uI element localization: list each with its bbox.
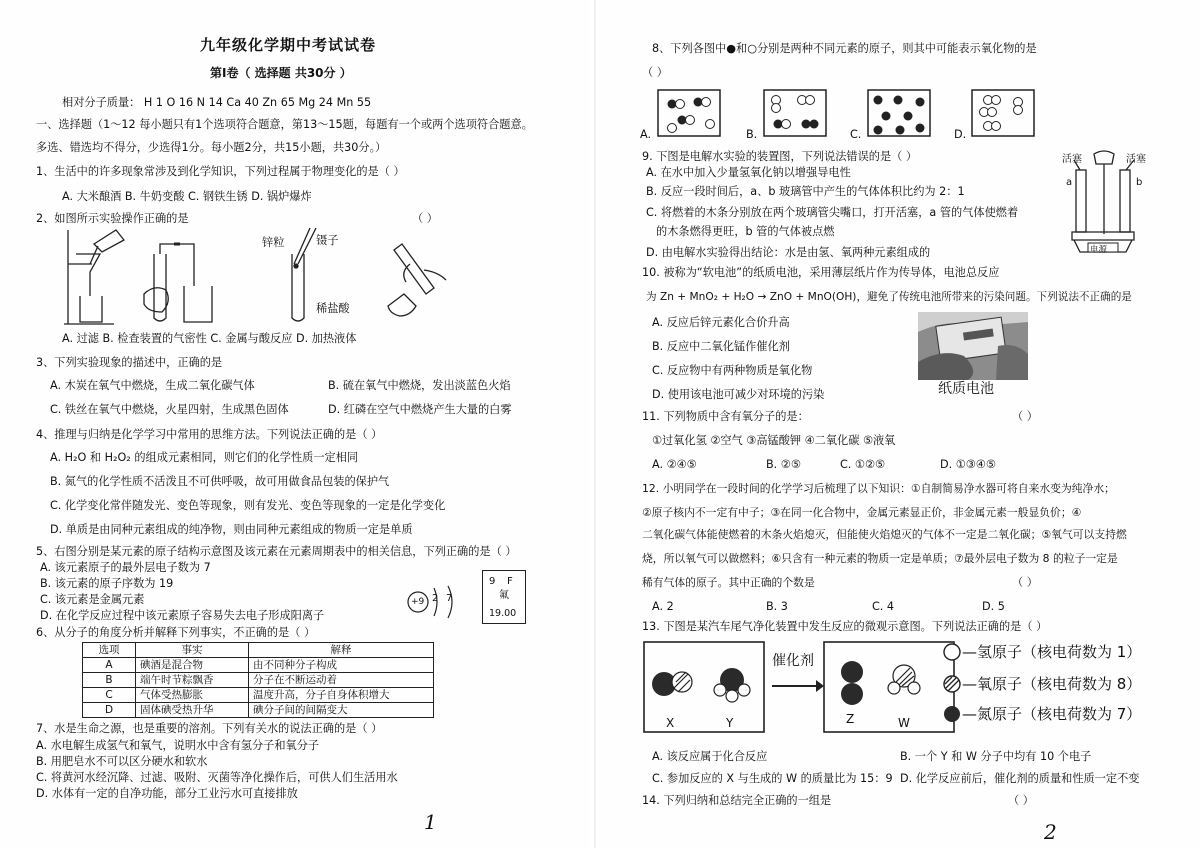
question-13-option-b: B. 一个 Y 和 W 分子中均有 10 个电子 xyxy=(900,750,1092,763)
heating-liquid-setup xyxy=(388,244,446,316)
question-10-equation: 为 Zn + MnO₂ + H₂O → ZnO + MnO(OH)，避免了传统电池所带来的污染问题。下列说法不正确的是 xyxy=(646,291,1132,303)
q8-label-c: C. xyxy=(850,128,862,141)
question-9-option-d: D. 由电解水实验得出结论：水是由氢、氧两种元素组成的 xyxy=(646,246,931,259)
question-10: 10. 被称为“软电池”的纸质电池，采用薄层纸片作为传导体，电池总反应 xyxy=(642,266,1000,279)
table-cell: B xyxy=(83,673,136,688)
metal-acid-setup xyxy=(292,228,316,321)
question-12-option-c: C. 4 xyxy=(872,600,895,613)
table-cell: 碘酒是混合物 xyxy=(136,658,249,673)
question-2-options: A. 过滤 B. 检查装置的气密性 C. 金属与酸反应 D. 加热液体 xyxy=(62,332,357,345)
cell-atomic-number: 9 xyxy=(489,576,496,587)
question-12-line-5: 稀有气体的原子。其中正确的个数是 xyxy=(642,576,815,589)
table-row xyxy=(83,658,434,673)
question-14: 14. 下列归纳和总结完全正确的一组是 xyxy=(642,794,832,807)
q6-table xyxy=(82,642,434,718)
question-13-option-d: D. 化学反应前后，催化剂的质量和性质一定不变 xyxy=(900,772,1140,785)
question-11-option-d: D. ①③④⑤ xyxy=(940,458,996,471)
atomic-masses: 相对分子质量： H 1 O 16 N 14 Ca 40 Zn 65 Mg 24 Mn 55 xyxy=(62,96,372,109)
question-10-option-b: B. 反应中二氧化锰作催化剂 xyxy=(652,340,790,353)
question-12-option-b: B. 3 xyxy=(766,600,788,613)
q2-apparatus-figure xyxy=(54,224,464,330)
section-title: 第Ⅰ卷（ 选择题 共30分 ） xyxy=(210,66,352,80)
table-cell: 由不同种分子构成 xyxy=(249,658,434,673)
question-3-option-b: B. 硫在氧气中燃烧，发出淡蓝色火焰 xyxy=(328,379,511,392)
question-12-option-d: D. 5 xyxy=(982,600,1005,613)
q2-label-acid: 稀盐酸 xyxy=(316,302,350,315)
question-1: 1、生活中的许多现象常涉及到化学知识，下列过程属于物理变化的是（ ） xyxy=(36,165,405,178)
molecule-label-w: W xyxy=(898,716,910,730)
question-7-option-a: A. 水电解生成氢气和氧气，说明水中含有氢分子和氧分子 xyxy=(36,739,320,752)
page-divider xyxy=(594,0,596,848)
question-10-option-a: A. 反应后锌元素化合价升高 xyxy=(652,316,790,329)
q8-box-a xyxy=(658,90,720,136)
q8-label-b: B. xyxy=(746,128,758,141)
electrolysis-tube-b: b xyxy=(1136,177,1143,188)
molecule-label-x: X xyxy=(666,716,675,730)
question-7-option-d: D. 水体有一定的自净功能，部分工业污水可直接排放 xyxy=(36,787,298,800)
question-5-option-b: B. 该元素的原子序数为 19 xyxy=(40,577,174,590)
table-cell: 分子在不断运动着 xyxy=(249,673,434,688)
molecule-label-y: Y xyxy=(726,716,734,730)
cell-symbol: F xyxy=(507,576,513,587)
question-6: 6、从分子的角度分析并解释下列事实，不正确的是（ ） xyxy=(36,626,316,639)
q6-header-explanation: 解释 xyxy=(249,643,434,658)
question-12-line-2: ②原子核内不一定有中子；③在同一化合物中，金属元素显正价，非金属元素一般显负价；④ xyxy=(642,506,1082,519)
exam-title: 九年级化学期中考试试卷 xyxy=(200,36,377,54)
question-10-option-c: C. 反应物中有两种物质是氧化物 xyxy=(652,364,813,377)
table-cell: D xyxy=(83,703,136,718)
question-3-option-a: A. 木炭在氧气中燃烧，生成二氧化碳气体 xyxy=(50,379,255,392)
question-5: 5、右图分别是某元素的原子结构示意图及该元素在元素周期表中的相关信息，下列正确的是（ ） xyxy=(36,545,517,558)
q6-header-option: 选项 xyxy=(83,643,136,658)
table-cell: 端午时节粽飘香 xyxy=(136,673,249,688)
question-3-option-d: D. 红磷在空气中燃烧产生大量的白雾 xyxy=(328,403,512,416)
question-1-options: A. 大米酿酒 B. 牛奶变酸 C. 钢铁生锈 D. 锅炉爆炸 xyxy=(62,190,312,203)
q6-header-fact: 事实 xyxy=(136,643,249,658)
question-9-option-c-2: 的木条燃得更旺，b 管的气体被点燃 xyxy=(656,225,835,238)
question-9: 9. 下图是电解水实验的装置图，下列说法错误的是（ ） xyxy=(642,150,918,163)
question-2-paren: （ ） xyxy=(412,212,438,225)
part1-heading: 一、选择题（1～12 每小题只有1个选项符合题意，第13～15题，每题有一个或两个选项符合题意。 xyxy=(36,118,533,131)
cell-name: 氟 xyxy=(499,590,509,601)
table-cell: 固体碘受热升华 xyxy=(136,703,249,718)
question-7: 7、水是生命之源，也是重要的溶剂。下列有关水的说法正确的是（ ） xyxy=(36,722,383,735)
table-cell: 气体受热膨胀 xyxy=(136,688,249,703)
legend-oxygen: —氧原子（核电荷数为 8） xyxy=(962,675,1142,693)
cell-mass: 19.00 xyxy=(489,608,517,619)
question-11-items: ①过氧化氢 ②空气 ③高锰酸钾 ④二氧化碳 ⑤液氧 xyxy=(652,434,896,447)
table-row xyxy=(83,688,434,703)
atom-shell-1: 2 xyxy=(432,593,439,604)
right-page xyxy=(600,0,1200,848)
question-10-option-d: D. 使用该电池可减少对环境的污染 xyxy=(652,388,825,401)
table-cell: 碘分子间的间隔变大 xyxy=(249,703,434,718)
question-4-option-a: A. H₂O 和 H₂O₂ 的组成元素相同，则它们的化学性质一定相同 xyxy=(50,451,359,464)
q2-label-tweezers: 镊子 xyxy=(316,234,339,247)
question-9-option-b: B. 反应一段时间后，a、b 玻璃管中产生的气体体积比约为 2：1 xyxy=(646,185,965,198)
question-5-option-c: C. 该元素是金属元素 xyxy=(40,593,145,606)
question-4-option-d: D. 单质是由同种元素组成的纯净物，则由同种元素组成的物质一定是单质 xyxy=(50,523,413,536)
question-8: 8、下列各图中●和○分别是两种不同元素的原子，则其中可能表示氧化物的是 xyxy=(652,42,1037,55)
question-5-option-a: A. 该元素原子的最外层电子数为 7 xyxy=(40,561,211,574)
question-14-paren: （ ） xyxy=(1008,794,1034,807)
question-12-line-1: 12. 小明同学在一段时间的化学学习后梳理了以下知识：①自制简易净水器可将自来水变为纯净水； xyxy=(642,482,1115,495)
q8-label-a: A. xyxy=(640,128,652,141)
question-13-option-c: C. 参加反应的 X 与生成的 W 的质量比为 15：9 xyxy=(652,772,893,785)
filtration-setup xyxy=(64,230,124,324)
electrolysis-right-valve: 活塞 xyxy=(1126,154,1146,165)
question-4-option-b: B. 氮气的化学性质不活泼且不可供呼吸，故可用做食品包装的保护气 xyxy=(50,475,390,488)
legend-hydrogen: —氢原子（核电荷数为 1） xyxy=(962,643,1142,661)
q8-box-b xyxy=(764,90,826,136)
question-3: 3、下列实验现象的描述中，正确的是 xyxy=(36,356,223,369)
page-number-right: 2 xyxy=(1044,820,1057,844)
question-13-option-a: A. 该反应属于化合反应 xyxy=(652,750,768,763)
question-7-option-b: B. 用肥皂水不可以区分硬水和软水 xyxy=(36,755,208,768)
electrolysis-tube-a: a xyxy=(1066,177,1073,188)
q2-label-zinc: 锌粒 xyxy=(262,236,285,249)
q8-box-c xyxy=(868,90,930,136)
table-row xyxy=(83,673,434,688)
question-3-option-c: C. 铁丝在氧气中燃烧，火星四射，生成黑色固体 xyxy=(50,403,289,416)
question-11-option-c: C. ①②⑤ xyxy=(840,458,886,471)
question-12-paren: （ ） xyxy=(1012,576,1038,589)
airtightness-setup xyxy=(144,244,212,322)
question-7-option-c: C. 将黄河水经沉降、过滤、吸附、灭菌等净化操作后，可供人们生活用水 xyxy=(36,771,398,784)
molecule-label-z: Z xyxy=(846,712,855,726)
page-number-left: 1 xyxy=(424,810,437,834)
table-row xyxy=(83,703,434,718)
catalyst-label: 催化剂 xyxy=(772,653,814,669)
paper-battery-image xyxy=(918,312,1028,380)
question-11-option-b: B. ②⑤ xyxy=(766,458,801,471)
legend-nitrogen: —氮原子（核电荷数为 7） xyxy=(962,705,1142,723)
question-8-paren: （ ） xyxy=(642,66,668,79)
question-9-option-c: C. 将燃着的木条分别放在两个玻璃管尖嘴口，打开活塞，a 管的气体使燃着 xyxy=(646,206,1019,219)
table-cell: C xyxy=(83,688,136,703)
question-11-option-a: A. ②④⑤ xyxy=(652,458,697,471)
table-cell: 温度升高，分子自身体积增大 xyxy=(249,688,434,703)
atom-legend-symbols xyxy=(940,642,964,726)
part1-heading-2: 多选、错选均不得分，少选得1分。每小题2分，共15小题，共30分。） xyxy=(36,141,387,154)
question-9-option-a: A. 在水中加入少量氢氧化钠以增强导电性 xyxy=(646,166,851,179)
question-2: 2、如图所示实验操作正确的是 xyxy=(36,212,189,225)
question-12-option-a: A. 2 xyxy=(652,600,674,613)
question-12-line-3: 二氧化碳气体能使燃着的木条火焰熄灭，但能使火焰熄灭的气体不一定是二氧化碳；⑤氧气可以支持燃 xyxy=(642,528,1127,541)
paper-battery-caption: 纸质电池 xyxy=(938,381,994,397)
question-11: 11. 下列物质中含有氧分子的是： xyxy=(642,410,809,423)
atom-shell-2: 7 xyxy=(446,593,453,604)
q8-label-d: D. xyxy=(954,128,967,141)
table-cell: A xyxy=(83,658,136,673)
left-page xyxy=(0,0,590,848)
q8-box-d xyxy=(972,90,1034,136)
question-11-paren: （ ） xyxy=(1012,410,1038,423)
question-4: 4、推理与归纳是化学学习中常用的思维方法。下列说法正确的是（ ） xyxy=(36,428,383,441)
electrolysis-power: 电源 xyxy=(1090,245,1108,255)
question-4-option-c: C. 化学变化常伴随发光、变色等现象，则有发光、变色等现象的一定是化学变化 xyxy=(50,499,446,512)
question-5-option-d: D. 在化学反应过程中该元素原子容易失去电子形成阳离子 xyxy=(40,609,325,622)
periodic-table-cell xyxy=(482,570,526,624)
atom-nucleus-charge: +9 xyxy=(411,597,425,607)
electrolysis-left-valve: 活塞 xyxy=(1062,154,1082,165)
q6-table-wrapper xyxy=(82,642,434,718)
question-12-line-4: 烧，所以氧气可以做燃料；⑥只含有一种元素的物质一定是单质；⑦最外层电子数为 8 的粒子一定是 xyxy=(642,552,1118,565)
q13-reaction-diagram xyxy=(640,636,960,734)
question-13: 13. 下图是某汽车尾气净化装置中发生反应的微观示意图。下列说法正确的是（ ） xyxy=(642,620,1048,633)
